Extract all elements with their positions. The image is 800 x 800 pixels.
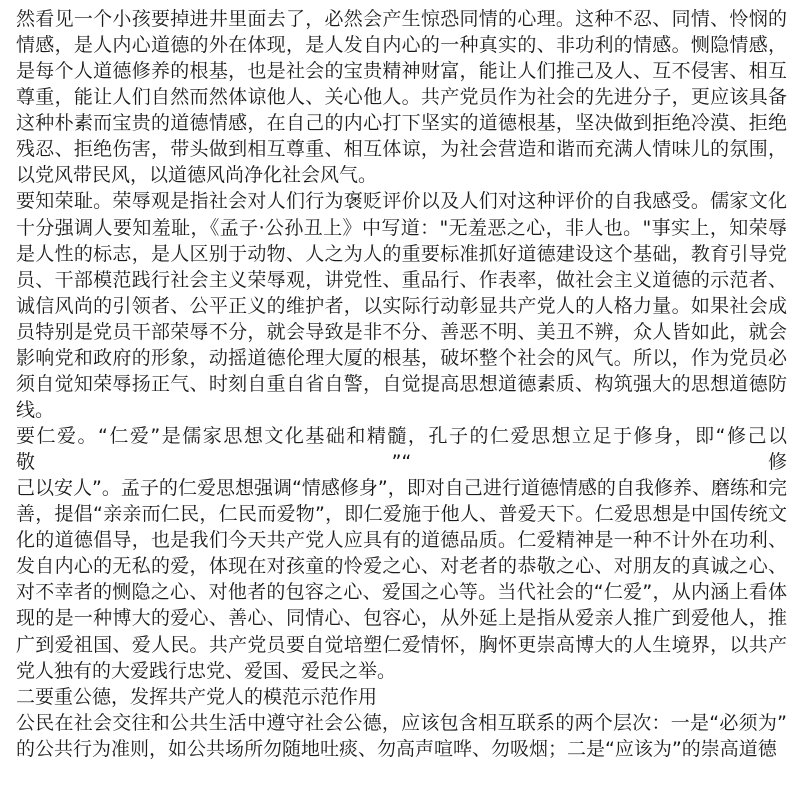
text-line: 然看见一个小孩要掉进井里面去了，必然会产生惊恐同情的心理。这种不忍、同情、怜悯的 <box>16 8 787 30</box>
text-line: 须自觉知荣辱扬正气、时刻自重自省自警，自觉提高思想道德素质、构筑强大的思想道德防 <box>16 372 787 395</box>
document-body <box>16 6 787 762</box>
text-line: 是每个人道德修养的根基，也是社会的宝贵精神财富，能让人们推己及人、互不侵害、相互 <box>16 60 787 83</box>
text-line: 诚信风尚的引领者、公平正义的维护者，以实际行动彰显共产党人的人格力量。如果社会成 <box>16 294 787 317</box>
text-line: 情感，是人内心道德的外在体现，是人发自内心的一种真实的、非功利的情感。恻隐情感， <box>16 34 787 57</box>
text-line: 二要重公德，发挥共产党人的模范示范作用 <box>16 685 378 708</box>
paragraph <box>16 710 787 762</box>
text-line: 以党风带民风，以道德风尚净化社会风气。 <box>16 164 378 187</box>
text-line: 善，提倡“亲亲而仁民，仁民而爱物”，即仁爱施于他人、普爱天下。仁爱思想是中国传统文 <box>16 503 787 526</box>
text-line: 线。 <box>16 398 55 421</box>
paragraph <box>16 6 787 188</box>
text-line: 党人独有的大爱践行忠党、爱国、爱民之举。 <box>16 659 397 682</box>
text-line: 员、干部模范践行社会主义荣辱观，讲党性、重品行、作表率，做社会主义道德的示范者、 <box>16 268 787 291</box>
text-line: 现的是一种博大的爱心、善心、同情心、包容心，从外延上是指从爱亲人推广到爱他人，推 <box>16 607 787 630</box>
paragraph <box>16 423 787 684</box>
text-line: 对不幸者的恻隐之心、对他者的包容之心、爱国之心等。当代社会的“仁爱”，从内涵上看体 <box>16 581 787 604</box>
text-line: 员特别是党员干部荣辱不分，就会导致是非不分、善恶不明、美丑不辨，众人皆如此，就会 <box>16 320 787 343</box>
text-line: 化的道德倡导，也是我们今天共产党人应具有的道德品质。仁爱精神是一种不计外在功利、 <box>16 529 787 552</box>
text-line: 要仁爱。“仁爱”是儒家思想文化基础和精髓，孔子的仁爱思想立足于修身，即“修己以敬”“修 <box>16 425 787 474</box>
text-line: 十分强调人要知羞耻，《孟子·公孙丑上》中写道："无羞恶之心，非人也。"事实上，知荣辱 <box>16 216 787 239</box>
text-line: 要知荣耻。荣辱观是指社会对人们行为褒贬评价以及人们对这种评价的自我感受。儒家文化 <box>16 190 787 213</box>
paragraph <box>16 684 787 710</box>
paragraph <box>16 188 787 423</box>
text-line: 影响党和政府的形象，动摇道德伦理大厦的根基，破坏整个社会的风气。所以，作为党员必 <box>16 346 787 369</box>
text-line: 公民在社会交往和公共生活中遵守社会公德，应该包含相互联系的两个层次：一是“必须为” <box>16 711 787 734</box>
text-line: 广到爱祖国、爱人民。共产党员要自觉培塑仁爱情怀，胸怀更崇高博大的人生境界，以共产 <box>16 633 787 656</box>
text-line: 己以安人”。孟子的仁爱思想强调“情感修身”，即对自己进行道德情感的自我修养、磨练和完 <box>16 477 787 500</box>
text-line: 尊重，能让人们自然而然体谅他人、关心他人。共产党员作为社会的先进分子，更应该具备 <box>16 86 787 109</box>
text-line: 残忍、拒绝伤害，带头做到相互尊重、相互体谅，为社会营造和谐而充满人情味儿的氛围， <box>16 138 787 161</box>
text-line: 的公共行为准则，如公共场所勿随地吐痰、勿高声喧哗、勿吸烟；二是“应该为”的崇高道德 <box>16 737 777 760</box>
text-line: 是人性的标志，是人区别于动物、人之为人的重要标准抓好道德建设这个基础，教育引导党 <box>16 242 787 265</box>
text-line: 这种朴素而宝贵的道德情感，在自己的内心打下坚实的道德根基，坚决做到拒绝冷漠、拒绝 <box>16 112 787 135</box>
text-line: 发自内心的无私的爱，体现在对孩童的怜爱之心、对老者的恭敬之心、对朋友的真诚之心、 <box>16 555 787 578</box>
